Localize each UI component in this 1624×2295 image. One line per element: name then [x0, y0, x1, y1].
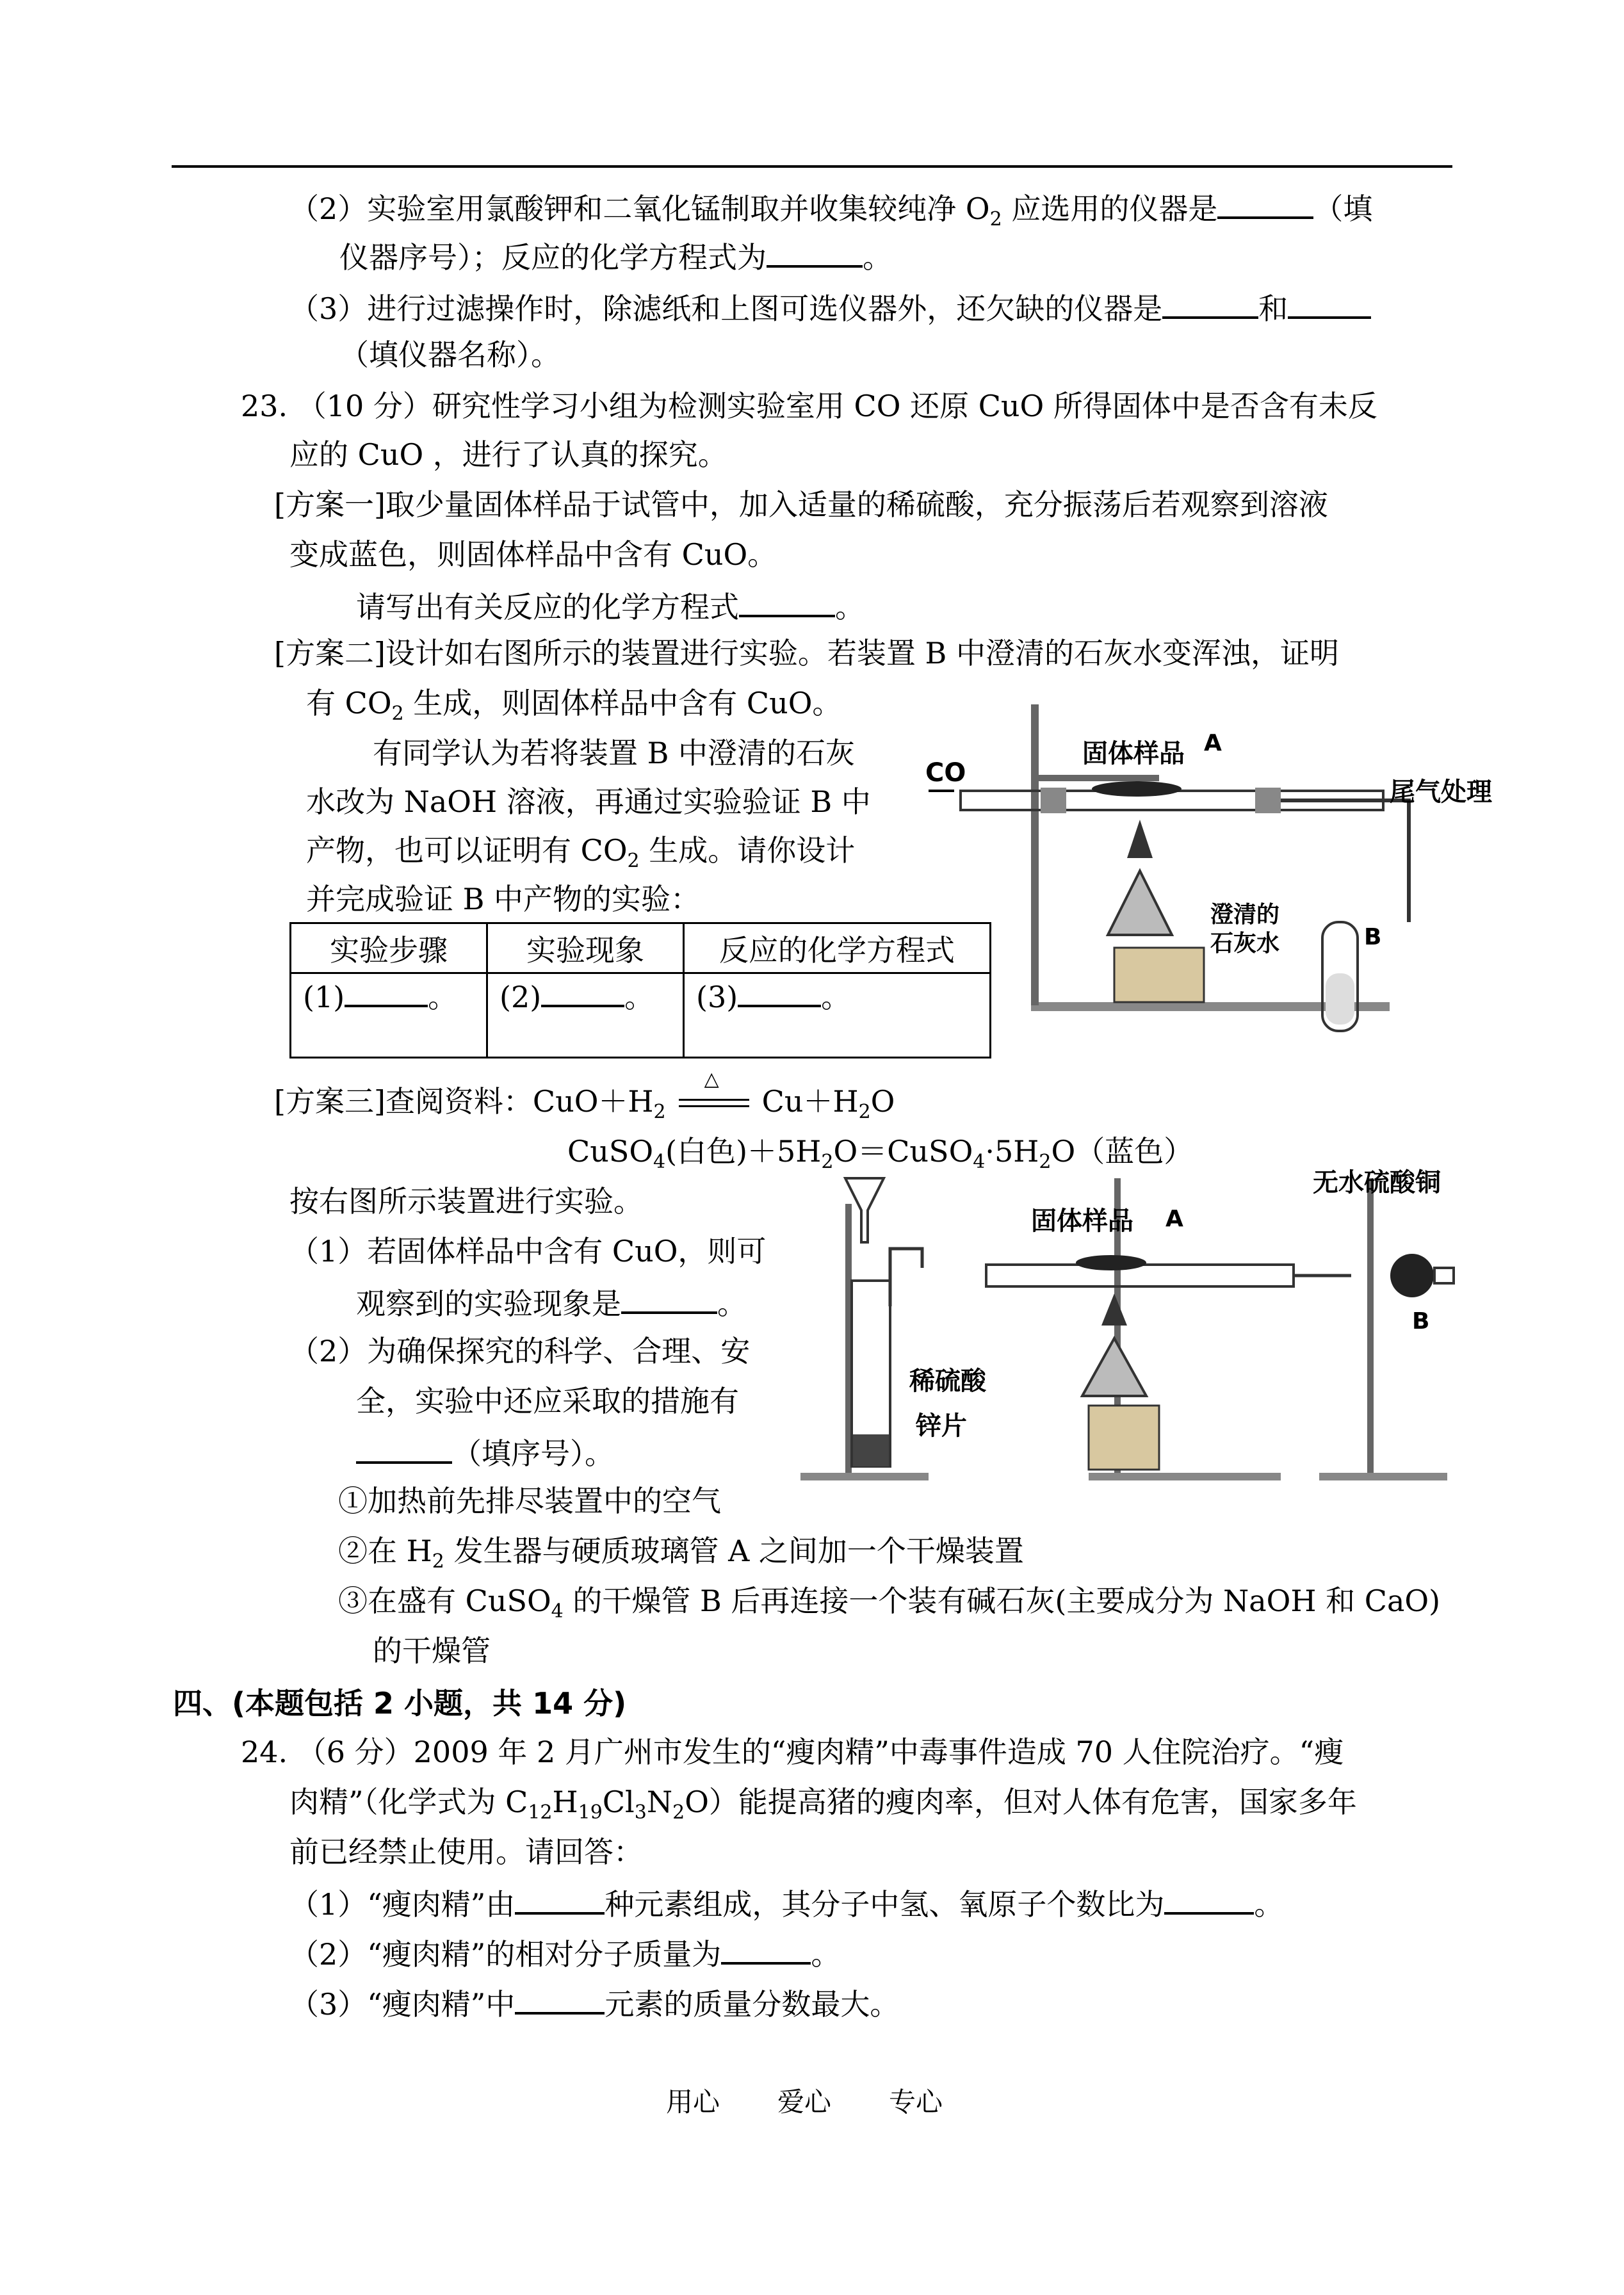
- plan1-line3: 请写出有关反应的化学方程式 。: [356, 585, 865, 626]
- answer-blank[interactable]: [767, 236, 863, 268]
- answer-blank[interactable]: [721, 1933, 811, 1965]
- table-cell[interactable]: (3) 。: [684, 973, 991, 1058]
- answer-blank[interactable]: [1288, 287, 1371, 319]
- plan2-line5: 产物，也可以证明有 $CO_2$ 生成。请你设计: [306, 833, 856, 872]
- plan3-line2: CuSO$_4$(白色)$+5H_2O=CuSO_4\cdot 5H_2O$（蓝色）: [567, 1134, 1194, 1173]
- header-rule: [172, 165, 1452, 168]
- plan1-line1: [方案一]取少量固体样品于试管中，加入适量的稀硫酸，充分振荡后若观察到溶液: [274, 487, 1328, 522]
- table-header: 实验步骤: [291, 923, 487, 973]
- a-label: A: [1165, 1206, 1183, 1232]
- q24-line3: 前已经禁止使用。请回答：: [289, 1835, 643, 1869]
- q22-2-line2: 仪器序号）；反应的化学方程式为 。: [339, 236, 892, 277]
- q23-title-2: 应的 CuO ，进行了认真的探究。: [289, 437, 727, 472]
- plan2-line6: 并完成验证 B 中产物的实验：: [306, 882, 701, 916]
- answer-blank[interactable]: [515, 1883, 605, 1915]
- heat-equals: △: [666, 1082, 762, 1121]
- q24-line2: 肉精”（化学式为 $C_{12}H_{19}Cl_3N_2O$）能提高猪的瘦肉率，但对人体有危害，国家多年: [289, 1785, 1357, 1824]
- answer-blank[interactable]: [356, 1432, 452, 1464]
- plan3-line1: [方案三]查阅资料：$CuO+H_2$ △ $Cu+H_2O$: [274, 1068, 895, 1123]
- q24-line1: 24. （6 分）2009 年 2 月广州市发生的“瘦肉精”中毒事件造成 70 人住院治疗。“瘦: [241, 1735, 1344, 1769]
- co-label: CO: [925, 758, 966, 788]
- option-3-cont: 的干燥管: [373, 1634, 491, 1668]
- answer-blank[interactable]: [1217, 187, 1313, 219]
- plan2-line2: 有 $CO_2$ 生成，则固体样品中含有 CuO。: [306, 686, 842, 725]
- plan2-line4: 水改为 NaOH 溶液，再通过实验验证 B 中: [306, 784, 871, 819]
- experiment-table: [289, 922, 991, 1058]
- answer-blank[interactable]: [1164, 1883, 1254, 1915]
- a-label: A: [1204, 730, 1222, 756]
- plan3-q2-line3: （填序号）。: [356, 1432, 614, 1473]
- q22-3-line1: （3）进行过滤操作时，除滤纸和上图可选仪器外，还欠缺的仪器是 和: [289, 287, 1371, 328]
- q22-3-line2: （填仪器名称）。: [339, 337, 560, 372]
- answer-blank[interactable]: [621, 1282, 717, 1314]
- lime-label-1: 澄清的: [1210, 902, 1280, 928]
- table-cell[interactable]: (2) 。: [487, 973, 684, 1058]
- tail-gas-label: 尾气处理: [1390, 777, 1492, 807]
- lime-label-2: 石灰水: [1210, 930, 1280, 957]
- zinc-label: 锌片: [916, 1411, 967, 1441]
- option-1: ①加热前先排尽装置中的空气: [338, 1484, 721, 1518]
- sample-label: 固体样品: [1082, 739, 1185, 768]
- table-header: 反应的化学方程式: [684, 923, 991, 973]
- plan3-q1-line2: 观察到的实验现象是 。: [356, 1282, 747, 1323]
- apparatus-figure-2: [781, 1165, 1454, 1486]
- plan3-q2-line2: 全，实验中还应采取的措施有: [356, 1384, 739, 1418]
- cuso4-label: 无水硫酸铜: [1313, 1168, 1441, 1197]
- page-footer: 用心 爱心 专心: [666, 2086, 943, 2118]
- sample-label: 固体样品: [1031, 1206, 1133, 1236]
- plan3-q1-line1: （1）若固体样品中含有 CuO，则可: [289, 1234, 767, 1269]
- table-cell[interactable]: (1) 。: [291, 973, 487, 1058]
- plan2-line3: 有同学认为若将装置 B 中澄清的石灰: [373, 736, 856, 770]
- plan2-line1: [方案二]设计如右图所示的装置进行实验。若装置 B 中澄清的石灰水变浑浊，证明: [274, 636, 1339, 670]
- q22-2-line1: （2）实验室用氯酸钾和二氧化锰制取并收集较纯净 $O_2$ 应选用的仪器是 （填: [289, 187, 1372, 228]
- plan3-q2-line1: （2）为确保探究的科学、合理、安: [289, 1334, 751, 1368]
- b-label: B: [1364, 924, 1382, 950]
- q24-sub2: （2）“瘦肉精”的相对分子质量为 。: [289, 1933, 840, 1974]
- answer-blank[interactable]: [515, 1983, 605, 2015]
- answer-blank[interactable]: [1162, 287, 1258, 319]
- b-label: B: [1412, 1308, 1430, 1334]
- apparatus-figure-1: [925, 679, 1511, 1012]
- section-4-heading: 四、(本题包括 2 小题，共 14 分): [173, 1686, 627, 1721]
- plan1-line2: 变成蓝色，则固体样品中含有 CuO。: [289, 537, 777, 572]
- answer-blank[interactable]: [739, 585, 835, 617]
- q24-sub3: （3）“瘦肉精”中 元素的质量分数最大。: [289, 1983, 899, 2023]
- acid-label: 稀硫酸: [909, 1366, 986, 1396]
- option-3: ③在盛有 CuSO$_4$ 的干燥管 B 后再连接一个装有碱石灰(主要成分为 NaOH 和 CaO): [338, 1584, 1441, 1623]
- q24-sub1: （1）“瘦肉精”由 种元素组成，其分子中氢、氧原子个数比为 。: [289, 1883, 1283, 1924]
- option-2: ②在 $H_2$ 发生器与硬质玻璃管 A 之间加一个干燥装置: [338, 1534, 1024, 1573]
- plan3-line3: 按右图所示装置进行实验。: [289, 1184, 643, 1219]
- table-header: 实验现象: [487, 923, 684, 973]
- q23-title: 23. （10 分）研究性学习小组为检测实验室用 CO 还原 CuO 所得固体中是否含有未反: [241, 389, 1377, 423]
